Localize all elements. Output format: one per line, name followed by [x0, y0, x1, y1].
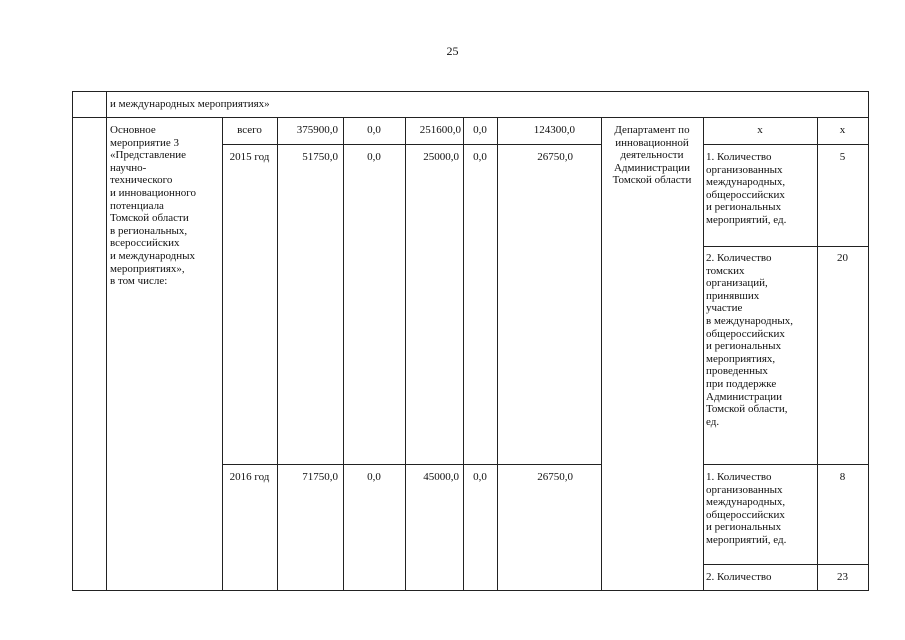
- regional-cell: 25000,0: [423, 151, 459, 163]
- indicator-text: х: [757, 124, 763, 136]
- column-divider: [463, 117, 464, 591]
- column-divider: [601, 117, 602, 591]
- indicator-text: 2. Количество томских организаций, принявших участие в международных, общероссийских и региональных мероприятиях, проведенных при поддержке Администрации Томской области, ед.: [706, 252, 794, 428]
- table-border-bottom: [72, 590, 869, 591]
- row-divider: [703, 564, 869, 565]
- table-border-top: [72, 91, 869, 92]
- total-cell: 71750,0: [302, 471, 338, 483]
- indicator-value: 8: [839, 471, 846, 483]
- continuation-text: и международных мероприятиях»: [110, 98, 270, 110]
- column-divider: [497, 117, 498, 591]
- regional-cell: 251600,0: [419, 124, 461, 136]
- column-divider: [106, 91, 107, 591]
- executor-name: Департамент по инновационной деятельности Администрации Томской области: [612, 124, 692, 187]
- activity-name: Основное мероприятие 3 «Представление научно- технического и инновационного потенциала Томской области в региональных, всероссийских и международных мероприятиях», в том числе:: [110, 124, 197, 288]
- column-divider: [343, 117, 344, 591]
- indicator-text: 2. Количество: [706, 571, 772, 583]
- row-divider: [222, 144, 601, 145]
- column-divider: [817, 117, 818, 591]
- period-cell: 2016 год: [229, 471, 270, 483]
- column-divider: [222, 117, 223, 591]
- period-cell: всего: [237, 124, 262, 136]
- indicator-text: 1. Количество организованных международных, общероссийских и региональных мероприятий, ед.: [706, 471, 787, 546]
- column-divider: [277, 117, 278, 591]
- indicator-text: 1. Количество организованных международных, общероссийских и региональных мероприятий, ед.: [706, 151, 787, 226]
- period-cell: 2015 год: [229, 151, 270, 163]
- total-cell: 375900,0: [296, 124, 338, 136]
- federal-cell: 0,0: [367, 151, 381, 163]
- indicator-value: 5: [839, 151, 846, 163]
- table-border-right: [868, 91, 869, 591]
- indicator-value: 23: [837, 571, 848, 583]
- row-divider: [222, 464, 601, 465]
- row-divider: [703, 464, 869, 465]
- local-cell: 0,0: [473, 471, 487, 483]
- column-divider: [405, 117, 406, 591]
- local-cell: 0,0: [473, 151, 487, 163]
- column-divider: [703, 117, 704, 591]
- total-cell: 51750,0: [302, 151, 338, 163]
- table-border-continuation: [72, 117, 869, 118]
- regional-cell: 45000,0: [423, 471, 459, 483]
- other-cell: 124300,0: [533, 124, 575, 136]
- table-border-left: [72, 91, 73, 591]
- row-divider: [703, 144, 869, 145]
- other-cell: 26750,0: [537, 471, 573, 483]
- federal-cell: 0,0: [367, 471, 381, 483]
- federal-cell: 0,0: [367, 124, 381, 136]
- row-divider: [703, 246, 869, 247]
- indicator-value: 20: [837, 252, 848, 264]
- indicator-value: х: [839, 124, 846, 136]
- local-cell: 0,0: [473, 124, 487, 136]
- other-cell: 26750,0: [537, 151, 573, 163]
- page-number: 25: [446, 44, 459, 58]
